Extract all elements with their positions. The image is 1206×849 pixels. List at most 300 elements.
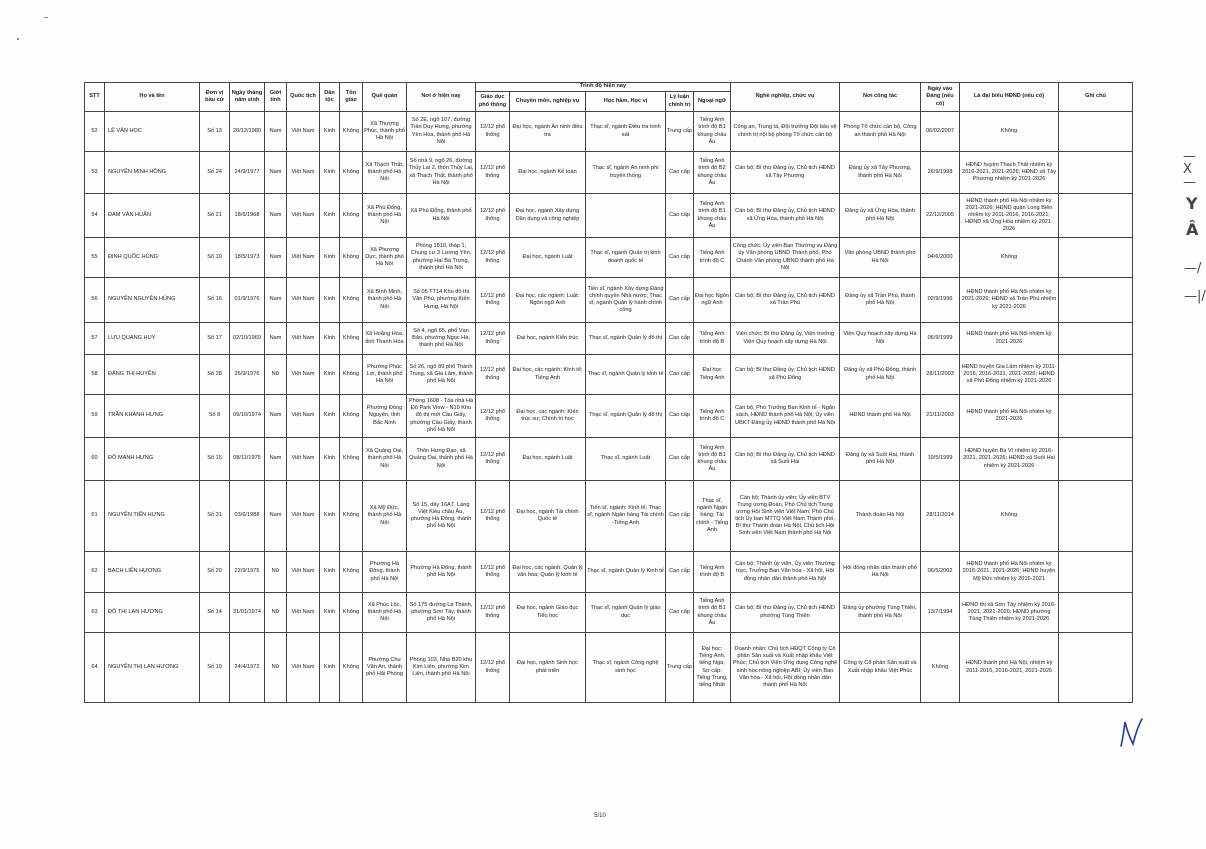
cell-hometown: Xã Phúc Lộc, thành phố Hà Nội (363, 593, 407, 633)
col-specialty: Chuyên môn, nghiệp vụ (510, 92, 586, 112)
cell-workplace: Đảng ủy phường Tùng Thiện, thành phố Hà Nội (840, 593, 921, 633)
cell-sex: Nam (265, 112, 287, 152)
col-political: Lý luận chính trị (666, 92, 694, 112)
cell-note (1059, 152, 1133, 194)
cell-specialty: Đại học, các ngành: Quản lý văn hóa; Quản lý kinh tế (510, 552, 586, 593)
cell-general-edu: 12/12 phổ thông (476, 238, 510, 278)
cell-specialty: Đại học, các ngành: Kiến trúc sư; Chính trị học (510, 395, 586, 438)
cell-occupation: Cán bộ; Bí thư Đảng ủy, Chủ tịch HĐND xã Trần Phú (731, 278, 840, 323)
cell-party-date: 28/11/2014 (921, 481, 960, 552)
cell-note (1059, 194, 1133, 238)
col-hometown: Quê quán (363, 83, 407, 112)
cell-degree: Thạc sĩ, ngành Điều tra trinh sát (586, 112, 666, 152)
cell-specialty: Đại học, các ngành: Luật; Ngôn ngữ Anh (510, 278, 586, 323)
col-dob: Ngày tháng năm sinh (230, 83, 265, 112)
cell-religion: Không (340, 278, 363, 323)
cell-note (1059, 278, 1133, 323)
cell-note (1059, 323, 1133, 355)
cell-ethnic: Kinh (320, 152, 340, 194)
cell-party-date: 04/6/2000 (921, 238, 960, 278)
cell-political: Cao cấp (666, 438, 694, 481)
cell-unit: Số 31 (200, 481, 230, 552)
margin-mark-3: Â (1186, 220, 1199, 239)
cell-hometown: Phường Đồng Nguyên, tỉnh Bắc Ninh (363, 395, 407, 438)
cell-nationality: Việt Nam (287, 152, 320, 194)
table-row (85, 438, 1133, 481)
scan-mark (44, 17, 48, 18)
col-party-date: Ngày vào Đảng (nếu có) (921, 83, 960, 112)
cell-residence: Phòng 1608 - Tòa nhà Hà Đô Park View - N10 Khu đô thị mới Cầu Giấy, phường Cầu Giấy, thành phố Hà Nội (407, 395, 476, 438)
cell-sex: Nam (265, 194, 287, 238)
cell-name: ĐẶNG THỊ HUYỀN (105, 355, 200, 395)
cell-party-date: 28/11/2003 (921, 355, 960, 395)
cell-hometown: Xã Phù Đổng, thành phố Hà Nội (363, 194, 407, 238)
cell-party-date: 21/11/2003 (921, 395, 960, 438)
cell-general-edu: 12/12 phổ thông (476, 438, 510, 481)
cell-hometown: Xã Phượng Dực, thành phố Hà Nội (363, 238, 407, 278)
cell-name: ĐỖ MẠNH HƯNG (105, 438, 200, 481)
cell-dob: 20/12/1980 (230, 112, 265, 152)
cell-specialty: Đại học, ngành Sinh học phát triển (510, 633, 586, 703)
cell-name: NGUYỄN NGUYÊN HÙNG (105, 278, 200, 323)
cell-political: Cao cấp (666, 323, 694, 355)
cell-residence: Số 4, ngõ 65, phố Vạn Bảo, phường Ngọc Hà, thành phố Hà Nội (407, 323, 476, 355)
cell-sex: Nam (265, 152, 287, 194)
cell-dob: 01/9/1976 (230, 278, 265, 323)
cell-general-edu: 12/12 phổ thông (476, 112, 510, 152)
col-delegate: Là đại biểu HĐND (nếu có) (960, 83, 1059, 112)
cell-workplace: Công ty Cổ phần Sản xuất và Xuất nhập khẩu Việt Phúc (840, 633, 921, 703)
cell-political: Cao cấp (666, 552, 694, 593)
col-stt: STT (85, 83, 105, 112)
cell-degree: Thạc sĩ, ngành An ninh phi truyền thống (586, 152, 666, 194)
cell-religion: Không (340, 552, 363, 593)
cell-name: NGUYỄN TIẾN HƯNG (105, 481, 200, 552)
cell-religion: Không (340, 355, 363, 395)
cell-degree (586, 194, 666, 238)
cell-political: Trung cấp (666, 633, 694, 703)
cell-workplace: Đảng ủy xã Ứng Hòa, thành phố Hà Nội (840, 194, 921, 238)
cell-name: ĐÀM VĂN HUÂN (105, 194, 200, 238)
cell-stt: 62 (85, 552, 105, 593)
cell-stt: 64 (85, 633, 105, 703)
cell-political: Trung cấp (666, 112, 694, 152)
cell-sex: Nam (265, 323, 287, 355)
cell-party-date: 06/5/2002 (921, 552, 960, 593)
cell-general-edu: 12/12 phổ thông (476, 323, 510, 355)
cell-language: Tiếng Anh trình độ B (694, 552, 731, 593)
cell-sex: Nam (265, 395, 287, 438)
cell-language: Tiếng Anh trình độ C (694, 238, 731, 278)
cell-ethnic: Kinh (320, 278, 340, 323)
cell-delegate: HĐND huyện Gia Lâm nhiệm kỳ 2011-2016, 2016-2021, 2021-2026; HĐND xã Phù Đổng nhiệm kỳ 2021-2026 (960, 355, 1059, 395)
cell-general-edu: 12/12 phổ thông (476, 152, 510, 194)
cell-delegate: HĐND thành phố Hà Nội nhiệm kỳ 2021-2026 (960, 395, 1059, 438)
cell-delegate: HĐND thành phố Hà Nội, nhiệm kỳ 2011-2016, 2016-2021, 2021-2026 (960, 633, 1059, 703)
cell-unit: Số 16 (200, 278, 230, 323)
cell-general-edu: 12/12 phổ thông (476, 633, 510, 703)
cell-name: LÊ VĂN HỌC (105, 112, 200, 152)
col-name: Họ và tên (105, 83, 200, 112)
cell-occupation: Cán bộ; Bí thư Đảng ủy, Chủ tịch HĐND xã Tây Phương (731, 152, 840, 194)
cell-degree: Thạc sĩ, ngành Quản lý kinh tế (586, 355, 666, 395)
cell-dob: 31/01/1974 (230, 593, 265, 633)
cell-stt: 58 (85, 355, 105, 395)
cell-stt: 63 (85, 593, 105, 633)
cell-religion: Không (340, 238, 363, 278)
cell-specialty: Đại học, các ngành: Kinh tế; Tiếng Anh (510, 355, 586, 395)
cell-workplace: Đảng ủy xã Phù Đổng, thành phố Hà Nội (840, 355, 921, 395)
cell-stt: 61 (85, 481, 105, 552)
cell-delegate: HĐND thành phố Hà Nội nhiệm kỳ 2016-2021, 2021-2026; HĐND huyện Mỹ Đức nhiệm kỳ 2016-2021 (960, 552, 1059, 593)
cell-political: Cao cấp (666, 194, 694, 238)
cell-occupation: Doanh nhân; Chủ tịch HĐQT Công ty Cổ phần Sản xuất và Xuất nhập khẩu Việt Phúc; Chủ tịch Viện Ứng dụng Công nghệ sinh học nông nghiệp ABI; Ủy viên Ban Văn hóa - Xã hội, Hội đồng nhân dân thành phố Hà Nội (731, 633, 840, 703)
cell-delegate: HĐND thành phố Hà Nội nhiệm kỳ 2021-2026; HĐND quận Long Biên nhiệm kỳ 2011-2016, 2016-2021; HĐND xã Ứng Hòa nhiệm kỳ 2021-2026 (960, 194, 1059, 238)
cell-language: Tiếng Anh trình độ B1 khung châu Âu (694, 438, 731, 481)
col-note: Ghi chú (1059, 83, 1133, 112)
cell-name: ĐINH QUỐC HÙNG (105, 238, 200, 278)
cell-religion: Không (340, 194, 363, 238)
cell-general-edu: 12/12 phổ thông (476, 194, 510, 238)
page-number: 5/10 (594, 813, 606, 819)
cell-nationality: Việt Nam (287, 481, 320, 552)
cell-language: Đại học Tiếng Anh (694, 355, 731, 395)
cell-nationality: Việt Nam (287, 633, 320, 703)
cell-ethnic: Kinh (320, 593, 340, 633)
cell-nationality: Việt Nam (287, 355, 320, 395)
cell-nationality: Việt Nam (287, 278, 320, 323)
cell-sex: Nữ (265, 593, 287, 633)
cell-residence: Phòng 103, Nhà B20 khu Kim Liên, phường Kim Liên, thành phố Hà Nội (407, 633, 476, 703)
cell-dob: 09/10/1974 (230, 395, 265, 438)
cell-language: Tiếng Anh trình độ B1 khung châu Âu (694, 194, 731, 238)
cell-unit: Số 20 (200, 552, 230, 593)
cell-political: Cao cấp (666, 238, 694, 278)
table-row (85, 323, 1133, 355)
candidate-table (84, 82, 1133, 703)
cell-specialty: Đại học, ngành Luật (510, 238, 586, 278)
cell-degree: Thạc sĩ, ngành Quản trị kinh doanh quốc tế (586, 238, 666, 278)
cell-degree: Tiến sĩ, ngành Xây dựng Đảng chính quyền Nhà nước; Thạc sĩ, ngành Quản lý hành chính công (586, 278, 666, 323)
cell-degree: Thạc sĩ, ngành Quản lý Kinh tế (586, 552, 666, 593)
cell-workplace: Thành đoàn Hà Nội (840, 481, 921, 552)
cell-nationality: Việt Nam (287, 323, 320, 355)
col-unit: Đơn vị bầu cử (200, 83, 230, 112)
cell-occupation: Cán bộ; Bí thư Đảng ủy, Chủ tịch HĐND xã Suối Hai (731, 438, 840, 481)
cell-ethnic: Kinh (320, 355, 340, 395)
margin-mark-4: —/ (1184, 261, 1202, 276)
table-row (85, 278, 1133, 323)
cell-sex: Nam (265, 481, 287, 552)
cell-stt: 56 (85, 278, 105, 323)
cell-hometown: Xã Hoằng Hóa, tỉnh Thanh Hóa (363, 323, 407, 355)
cell-dob: 08/11/1975 (230, 438, 265, 481)
cell-general-edu: 12/12 phổ thông (476, 593, 510, 633)
table-row (85, 355, 1133, 395)
cell-general-edu: 12/12 phổ thông (476, 355, 510, 395)
cell-sex: Nữ (265, 355, 287, 395)
cell-hometown: Phường Phúc Lợi, thành phố Hà Nội (363, 355, 407, 395)
cell-party-date: 26/9/1998 (921, 152, 960, 194)
cell-hometown: Xã Thượng Phúc, thành phố Hà Nội (363, 112, 407, 152)
signature-mark (1118, 716, 1144, 750)
cell-occupation: Công chức; Ủy viên Ban Thường vụ Đảng ủy Văn phòng UBND Thành phố, Phó Chánh Văn phòng UBND thành phố Hà Nội (731, 238, 840, 278)
scan-dot (17, 38, 19, 40)
cell-language: Tiếng Anh trình độ C (694, 395, 731, 438)
col-residence: Nơi ở hiện nay (407, 83, 476, 112)
cell-language: Đại học: Tiếng Anh, tiếng Nga; Sơ cấp: Tiếng Trung, tiếng Nhật (694, 633, 731, 703)
cell-occupation: Viên chức; Bí thư Đảng ủy, Viện trưởng Viện Quy hoạch xây dựng Hà Nội (731, 323, 840, 355)
cell-party-date: 02/9/1996 (921, 278, 960, 323)
col-nationality: Quốc tịch (287, 83, 320, 112)
cell-religion: Không (340, 481, 363, 552)
margin-mark-5: —|/ (1184, 289, 1206, 304)
col-education-group: Trình độ hiện nay (476, 83, 731, 92)
cell-note (1059, 481, 1133, 552)
cell-ethnic: Kinh (320, 552, 340, 593)
cell-party-date: 13/7/1994 (921, 593, 960, 633)
cell-unit: Số 13 (200, 112, 230, 152)
cell-nationality: Việt Nam (287, 194, 320, 238)
cell-residence: Thôn Hưng Đạo, xã Quảng Oai, thành phố Hà Nội (407, 438, 476, 481)
cell-hometown: Xã Quảng Oai, thành phố Hà Nội (363, 438, 407, 481)
cell-degree: Thạc sĩ, ngành Công nghệ sinh học (586, 633, 666, 703)
cell-specialty: Đại học, ngành Luật (510, 438, 586, 481)
cell-residence: Số 05 TT14 Khu đô thị Văn Phú, phường Kiến Hưng, Hà Nội (407, 278, 476, 323)
cell-general-edu: 12/12 phổ thông (476, 278, 510, 323)
cell-delegate: HĐND huyện Thạch Thất nhiệm kỳ 2016-2021, 2021-2026; HĐND xã Tây Phương nhiệm kỳ 2021-2026 (960, 152, 1059, 194)
col-religion: Tôn giáo (340, 83, 363, 112)
cell-residence: Phường Hà Đông, thành phố Hà Nội (407, 552, 476, 593)
margin-mark-2: Y (1186, 194, 1198, 213)
cell-workplace: HĐND thành phố Hà Nội (840, 395, 921, 438)
cell-sex: Nam (265, 438, 287, 481)
cell-political: Cao cấp (666, 395, 694, 438)
cell-ethnic: Kinh (320, 112, 340, 152)
margin-mark-1: — X — (1183, 149, 1196, 190)
cell-stt: 55 (85, 238, 105, 278)
table-row (85, 112, 1133, 152)
col-degree: Học hàm, Học vị (586, 92, 666, 112)
cell-workplace: Văn phòng UBND thành phố Hà Nội (840, 238, 921, 278)
cell-stt: 60 (85, 438, 105, 481)
cell-hometown: Phường Hà Đông, thành phố Hà Nội (363, 552, 407, 593)
cell-ethnic: Kinh (320, 481, 340, 552)
cell-party-date: Không (921, 633, 960, 703)
cell-general-edu: 12/12 phổ thông (476, 552, 510, 593)
cell-party-date: 06/9/1999 (921, 323, 960, 355)
cell-hometown: Xã Mỹ Đức, thành phố Hà Nội (363, 481, 407, 552)
cell-language: Tiếng Anh trình độ B2 khung châu Âu (694, 152, 731, 194)
table-row (85, 238, 1133, 278)
cell-religion: Không (340, 323, 363, 355)
cell-workplace: Đảng ủy xã Trần Phú, thành phố Hà Nội (840, 278, 921, 323)
cell-political: Cao cấp (666, 278, 694, 323)
cell-dob: 18/6/1968 (230, 194, 265, 238)
cell-stt: 59 (85, 395, 105, 438)
cell-residence: Số 15, dãy 16A7, Làng Việt Kiều châu Âu, phường Hà Đông, thành phố Hà Nội (407, 481, 476, 552)
cell-unit: Số 8 (200, 395, 230, 438)
cell-sex: Nam (265, 238, 287, 278)
cell-residence: Số nhà 9, ngõ 26, đường Thủy Lai 2, thôn Thủy Lai, xã Thạch Thất, thành phố Hà Nội (407, 152, 476, 194)
cell-political: Cao cấp (666, 152, 694, 194)
cell-language: Tiếng Anh trình độ B1 khung châu Âu (694, 593, 731, 633)
cell-dob: 02/10/1969 (230, 323, 265, 355)
table-row (85, 552, 1133, 593)
cell-party-date: 19/5/1999 (921, 438, 960, 481)
cell-hometown: Phường Chu Văn An, thành phố Hải Phòng (363, 633, 407, 703)
cell-delegate: HĐND thành phố Hà Nội nhiệm kỳ 2021-2026 (960, 323, 1059, 355)
cell-religion: Không (340, 112, 363, 152)
cell-nationality: Việt Nam (287, 112, 320, 152)
cell-language: Thạc sĩ, ngành Ngân hàng; Tài chính - Tiếng Anh (694, 481, 731, 552)
col-ethnic: Dân tộc (320, 83, 340, 112)
cell-ethnic: Kinh (320, 395, 340, 438)
cell-degree: Thạc sĩ, ngành Quản lý đô thị (586, 395, 666, 438)
cell-degree: Thạc sĩ, ngành Quản lý giáo dục (586, 593, 666, 633)
cell-language: Đại học Ngôn ngữ Anh (694, 278, 731, 323)
cell-name: NGUYỄN MINH HỒNG (105, 152, 200, 194)
cell-occupation: Cán bộ; Thành ủy viên, Ủy viên Thường trực, Trưởng Ban Văn hóa - Xã hội, Hội đồng nhân dân thành phố Hà Nội (731, 552, 840, 593)
cell-party-date: 06/02/2007 (921, 112, 960, 152)
cell-unit: Số 28 (200, 355, 230, 395)
col-general-edu: Giáo dục phổ thông (476, 92, 510, 112)
cell-occupation: Cán bộ; Thành ủy viên; Ủy viên BTV Trung ương Đoàn, Phó Chủ tịch Trung ương Hội Sinh viên Việt Nam; Phó Chủ tịch Ủy ban MTTQ Việt Nam Thành phố, Bí thư Thành đoàn Hà Nội, Chủ tịch Hội Sinh viên Việt Nam thành phố Hà Nội (731, 481, 840, 552)
cell-general-edu: 12/12 phổ thông (476, 481, 510, 552)
cell-dob: 24/9/1977 (230, 152, 265, 194)
cell-party-date: 22/12/2005 (921, 194, 960, 238)
cell-degree: Thạc sĩ, ngành Luật (586, 438, 666, 481)
cell-nationality: Việt Nam (287, 395, 320, 438)
cell-name: BẠCH LIÊN HƯƠNG (105, 552, 200, 593)
cell-hometown: Xã Thạch Thất, thành phố Hà Nội (363, 152, 407, 194)
cell-political: Cao cấp (666, 593, 694, 633)
cell-ethnic: Kinh (320, 323, 340, 355)
cell-dob: 18/5/1973 (230, 238, 265, 278)
cell-delegate: Không (960, 238, 1059, 278)
col-language: Ngoại ngữ (694, 92, 731, 112)
cell-residence: Số 26, ngõ 89 phố Thành Trung, xã Gia Lâm, thành phố Hà Nội (407, 355, 476, 395)
cell-occupation: Cán bộ; Bí thư Đảng ủy, Chủ tịch HĐND xã Ứng Hòa, thành phố Hà Nội (731, 194, 840, 238)
cell-occupation: Cán bộ; Bí thư Đảng ủy, Chủ tịch HĐND phường Tùng Thiện (731, 593, 840, 633)
cell-general-edu: 12/12 phổ thông (476, 395, 510, 438)
cell-unit: Số 24 (200, 152, 230, 194)
cell-specialty: Đại học, ngành An ninh điều tra (510, 112, 586, 152)
cell-note (1059, 633, 1133, 703)
cell-name: TRẦN KHÁNH HƯNG (105, 395, 200, 438)
cell-name: LƯU QUANG HUY (105, 323, 200, 355)
cell-nationality: Việt Nam (287, 552, 320, 593)
cell-specialty: Đại học, ngành Xây dựng Dân dụng và công nghiệp (510, 194, 586, 238)
cell-religion: Không (340, 593, 363, 633)
cell-delegate: HĐND huyện Ba Vì nhiệm kỳ 2016-2021, 2021-2026; HĐND xã Suối Hai nhiệm kỳ 2021-2026 (960, 438, 1059, 481)
cell-ethnic: Kinh (320, 633, 340, 703)
cell-unit: Số 14 (200, 593, 230, 633)
cell-sex: Nữ (265, 552, 287, 593)
cell-workplace: Đảng ủy xã Suối Hai, thành phố Hà Nội (840, 438, 921, 481)
cell-stt: 57 (85, 323, 105, 355)
cell-delegate: HĐND thị xã Sơn Tây nhiệm kỳ 2016-2021, 2021-2026; HĐND phường Tùng Thiện nhiệm kỳ 2021-2026 (960, 593, 1059, 633)
cell-workplace: Đảng ủy xã Tây Phương, thành phố Hà Nội (840, 152, 921, 194)
table-row (85, 593, 1133, 633)
cell-ethnic: Kinh (320, 194, 340, 238)
cell-residence: Số 175 đường La Thành, phường Sơn Tây, thành phố Hà Nội (407, 593, 476, 633)
cell-stt: 52 (85, 112, 105, 152)
cell-delegate: HĐND thành phố Hà Nội nhiệm kỳ 2021-2026; HĐND xã Trần Phú nhiệm kỳ 2021-2026 (960, 278, 1059, 323)
cell-specialty: Đại học, ngành Kế toán (510, 152, 586, 194)
cell-name: NGUYỄN THỊ LAN HƯƠNG (105, 633, 200, 703)
cell-nationality: Việt Nam (287, 438, 320, 481)
cell-residence: Xã Phù Đổng, thành phố Hà Nội (407, 194, 476, 238)
cell-note (1059, 438, 1133, 481)
cell-occupation: Công an, Trung tá, Đội trưởng Đội bảo vệ chính trị nội bộ phòng Tổ chức cán bộ (731, 112, 840, 152)
cell-note (1059, 238, 1133, 278)
cell-occupation: Cán bộ, Phó Trưởng Ban Kinh tế - Ngân sách, HĐND thành phố Hà Nội; Ủy viên UBKT Đảng ủy HĐND thành phố Hà Nội (731, 395, 840, 438)
cell-occupation: Cán bộ; Bí thư Đảng ủy, Chủ tịch HĐND xã Phù Đổng (731, 355, 840, 395)
cell-stt: 53 (85, 152, 105, 194)
cell-dob: 03/6/1988 (230, 481, 265, 552)
cell-workplace: Viện Quy hoạch xây dựng Hà Nội (840, 323, 921, 355)
cell-delegate: Không (960, 112, 1059, 152)
cell-political: Cao cấp (666, 481, 694, 552)
cell-unit: Số 19 (200, 238, 230, 278)
cell-dob: 22/9/1975 (230, 552, 265, 593)
cell-religion: Không (340, 395, 363, 438)
cell-sex: Nam (265, 278, 287, 323)
cell-nationality: Việt Nam (287, 593, 320, 633)
cell-specialty: Đại học, ngành Giáo dục Tiểu học (510, 593, 586, 633)
cell-sex: Nữ (265, 633, 287, 703)
cell-religion: Không (340, 152, 363, 194)
cell-workplace: Hội đồng nhân dân thành phố Hà Nội (840, 552, 921, 593)
cell-note (1059, 355, 1133, 395)
cell-unit: Số 19 (200, 633, 230, 703)
cell-workplace: Phòng Tổ chức cán bộ, Công an thành phố Hà Nội (840, 112, 921, 152)
col-workplace: Nơi công tác (840, 83, 921, 112)
cell-degree: Tiến sĩ, ngành: Kinh tế; Thạc sĩ, ngành Ngân hàng Tài chính -Tiếng Anh (586, 481, 666, 552)
cell-unit: Số 21 (200, 194, 230, 238)
cell-religion: Không (340, 438, 363, 481)
cell-nationality: Việt Nam (287, 238, 320, 278)
cell-ethnic: Kinh (320, 438, 340, 481)
col-occupation: Nghề nghiệp, chức vụ (731, 83, 840, 112)
table-row (85, 395, 1133, 438)
cell-stt: 54 (85, 194, 105, 238)
cell-unit: Số 15 (200, 438, 230, 481)
table-row (85, 481, 1133, 552)
cell-political: Cao cấp (666, 355, 694, 395)
cell-specialty: Đại học, ngành Kiến trúc (510, 323, 586, 355)
cell-unit: Số 17 (200, 323, 230, 355)
cell-name: ĐỖ THỊ LAN HƯƠNG (105, 593, 200, 633)
cell-residence: Phòng 1810, tháp 1, Chung cư 3 Lương Yên, phường Hai Bà Trưng, thành phố Hà Nội (407, 238, 476, 278)
cell-residence: Số 2E, ngõ 107, đường Trần Duy Hưng, phường Yên Hòa, thành phố Hà Nội (407, 112, 476, 152)
cell-note (1059, 395, 1133, 438)
cell-hometown: Xã Bình Minh, thành phố Hà Nội (363, 278, 407, 323)
cell-note (1059, 552, 1133, 593)
cell-delegate: Không (960, 481, 1059, 552)
cell-dob: 24/4/1972 (230, 633, 265, 703)
table-row (85, 194, 1133, 238)
cell-ethnic: Kinh (320, 238, 340, 278)
table-row (85, 152, 1133, 194)
cell-religion: Không (340, 633, 363, 703)
table-body (85, 112, 1133, 703)
cell-note (1059, 112, 1133, 152)
cell-specialty: Đại học, ngành Tài chính Quốc tế (510, 481, 586, 552)
cell-degree: Thạc sĩ, ngành Quản lý đô thị (586, 323, 666, 355)
cell-language: Tiếng Anh trình độ B1 khung châu Âu (694, 112, 731, 152)
